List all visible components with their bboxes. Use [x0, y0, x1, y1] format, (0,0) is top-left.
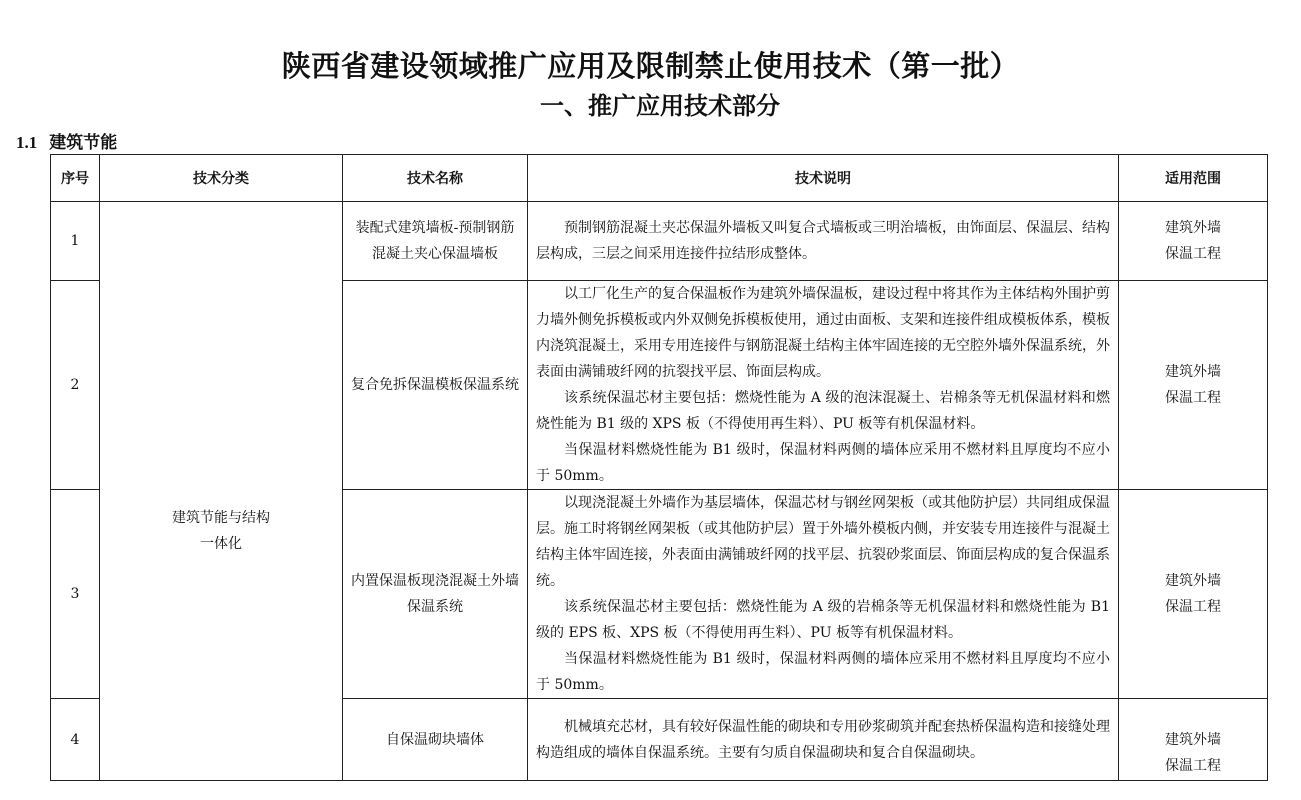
header-name: 技术名称	[343, 155, 528, 202]
category-line: 一体化	[200, 536, 242, 552]
tech-name: 复合免拆保温模板保温系统	[343, 281, 528, 490]
description-paragraph: 当保温材料燃烧性能为 B1 级时，保温材料两侧的墙体应采用不燃材料且厚度均不应小于 50mm。	[536, 442, 1110, 484]
row-no: 2	[51, 281, 100, 490]
category-line: 建筑节能与结构	[172, 510, 270, 526]
document-subtitle: 一、推广应用技术部分	[540, 92, 780, 120]
header-description: 技术说明	[528, 155, 1119, 202]
description-paragraph: 以现浇混凝土外墙作为基层墙体，保温芯材与钢丝网架板（或其他防护层）共同组成保温层。施工时将钢丝网架板（或其他防护层）置于外墙外模板内侧，并安装专用连接件与混凝土结构主体牢固连接，外表面由满铺玻纤网的找平层、抗裂砂浆面层、饰面层构成的复合保温系统。	[536, 495, 1110, 589]
row-no: 1	[51, 202, 100, 281]
tech-description	[528, 281, 1119, 490]
scope-line: 保温工程	[1165, 390, 1221, 406]
scope-line: 建筑外墙	[1165, 731, 1221, 748]
description-paragraph: 该系统保温芯材主要包括：燃烧性能为 A 级的岩棉条等无机保温材料和燃烧性能为 B1 级的 EPS 板、XPS 板（不得使用再生料）、PU 板等有机保温材料。	[536, 599, 1110, 641]
document-title: 陕西省建设领域推广应用及限制禁止使用技术（第一批）	[281, 49, 1020, 83]
scope-line: 保温工程	[1165, 246, 1221, 262]
category-cell	[100, 202, 343, 781]
description-paragraph: 机械填充芯材，具有较好保温性能的砌块和专用砂浆砌筑并配套热桥保温构造和接缝处理构造组成的墙体自保温系统。主要有匀质自保温砌块和复合自保温砌块。	[536, 718, 1110, 761]
scope-line: 保温工程	[1165, 599, 1221, 615]
tech-description	[528, 490, 1119, 699]
header-scope: 适用范围	[1119, 155, 1268, 202]
section-heading	[16, 128, 117, 153]
tech-name: 装配式建筑墙板-预制钢筋混凝土夹心保温墙板	[343, 202, 528, 281]
description-paragraph: 当保温材料燃烧性能为 B1 级时，保温材料两侧的墙体应采用不燃材料且厚度均不应小于 50mm。	[536, 651, 1110, 693]
description-paragraph: 该系统保温芯材主要包括：燃烧性能为 A 级的泡沫混凝土、岩棉条等无机保温材料和燃烧性能为 B1 级的 XPS 板（不得使用再生料）、PU 板等有机保温材料。	[536, 390, 1110, 432]
description-paragraph: 预制钢筋混凝土夹芯保温外墙板又叫复合式墙板或三明治墙板，由饰面层、保温层、结构层构成，三层之间采用连接件拉结形成整体。	[536, 220, 1110, 262]
scope-line: 建筑外墙	[1165, 220, 1221, 236]
scope-cell	[1119, 699, 1268, 781]
technology-table	[50, 154, 1268, 781]
tech-name: 自保温砌块墙体	[343, 699, 528, 781]
scope-cell	[1119, 202, 1268, 281]
header-no: 序号	[51, 155, 100, 202]
row-no: 3	[51, 490, 100, 699]
scope-line: 建筑外墙	[1165, 364, 1221, 380]
scope-cell	[1119, 281, 1268, 490]
scope-cell	[1119, 490, 1268, 699]
table-row	[51, 202, 1268, 281]
description-paragraph: 以工厂化生产的复合保温板作为建筑外墙保温板，建设过程中将其作为主体结构外围护剪力墙外侧免拆模板或内外双侧免拆模板使用，通过由面板、支架和连接件组成模板体系，模板内浇筑混凝土，采用专用连接件与钢筋混凝土结构主体牢固连接的无空腔外墙外保温系统，外表面由满铺玻纤网的抗裂找平层、饰面层构成。	[536, 286, 1110, 380]
scope-line: 建筑外墙	[1165, 573, 1221, 589]
table-header-row	[51, 155, 1268, 202]
section-number: 1.1	[16, 133, 38, 152]
tech-description	[528, 699, 1119, 781]
section-label: 建筑节能	[49, 133, 118, 153]
header-category: 技术分类	[100, 155, 343, 202]
row-no: 4	[51, 699, 100, 781]
tech-description	[528, 202, 1119, 281]
scope-line: 保温工程	[1165, 757, 1221, 774]
tech-name: 内置保温板现浇混凝土外墙保温系统	[343, 490, 528, 699]
